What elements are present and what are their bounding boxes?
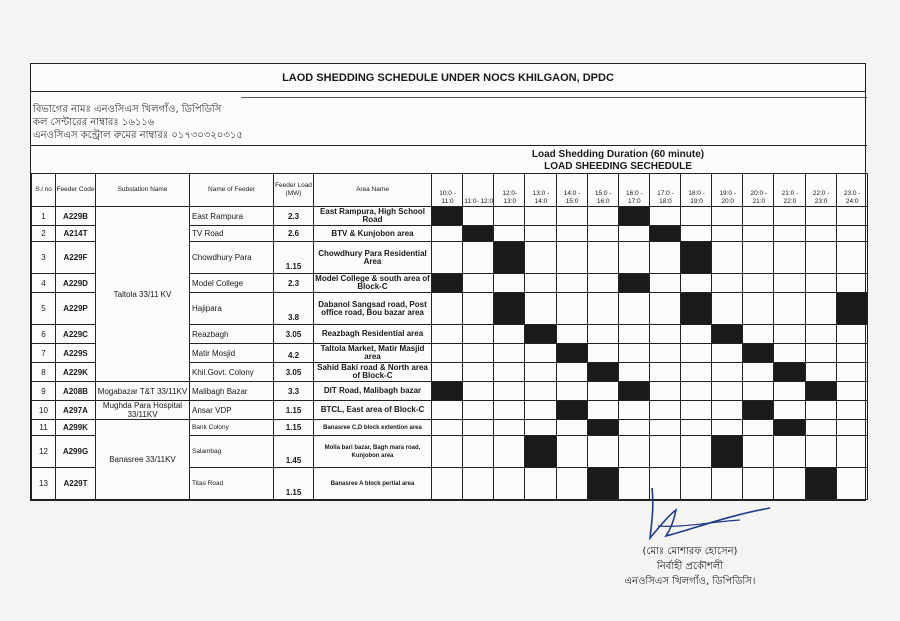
shedding-slot [525,242,556,274]
duration-header [369,149,867,173]
division-name: বিভাগের নামঃ এনওসিএস খিলগাঁও, ডিপিডিসি [33,104,222,115]
shedding-slot [712,344,743,363]
signature-text [600,544,780,589]
serial-number: 6 [32,325,56,344]
shedding-slot [556,325,587,344]
shedding-slot [805,242,836,274]
shedding-slot [587,401,618,420]
shedding-slot [432,226,463,242]
shedding-slot [774,293,805,325]
feeder-name: East Rampura [190,207,274,226]
shedding-slot [836,325,867,344]
schedule-sheet [30,63,866,501]
shedding-slot [463,468,494,500]
shedding-slot [463,274,494,293]
shedding-slot [587,436,618,468]
shedding-slot [432,401,463,420]
serial-number: 13 [32,468,56,500]
shedding-slot-active [618,207,649,226]
shedding-slot [681,344,712,363]
shedding-slot [836,226,867,242]
shedding-slot [618,325,649,344]
office-info [33,103,243,142]
shedding-slot [525,274,556,293]
shedding-slot [525,401,556,420]
shedding-slot [681,226,712,242]
shedding-slot-active [743,344,774,363]
shedding-slot [743,325,774,344]
col-load: Feeder Load (MW) [274,174,314,207]
shedding-slot-active [525,436,556,468]
shedding-slot [681,382,712,401]
time-slot-header: 17:0 - 18:0 [649,174,680,207]
feeder-load: 3.8 [274,293,314,325]
shedding-slot [432,363,463,382]
schedule-table [31,173,868,500]
shedding-slot [494,363,525,382]
feeder-code: A229T [56,468,96,500]
shedding-slot [649,274,680,293]
shedding-slot [805,420,836,436]
feeder-code: A214T [56,226,96,242]
shedding-slot [712,242,743,274]
feeder-code: A299G [56,436,96,468]
shedding-slot [556,274,587,293]
feeder-name: Titas Road [190,468,274,500]
table-header-row [32,174,868,207]
shedding-slot [494,207,525,226]
shedding-slot-active [556,401,587,420]
feeder-load: 1.15 [274,468,314,500]
feeder-code: A297A [56,401,96,420]
shedding-slot [743,436,774,468]
feeder-name: Model College [190,274,274,293]
shedding-slot [836,242,867,274]
shedding-slot-active [432,382,463,401]
serial-number: 1 [32,207,56,226]
shedding-slot [681,363,712,382]
shedding-slot [587,344,618,363]
feeder-name: Reazbagh [190,325,274,344]
feeder-code: A299K [56,420,96,436]
shedding-slot [649,363,680,382]
time-slot-header: 23:0 - 24:0 [836,174,867,207]
serial-number: 7 [32,344,56,363]
shedding-slot [556,226,587,242]
area-name: Model College & south area of Block-C [315,274,430,291]
time-slot-header: 18:0 - 19:0 [681,174,712,207]
shedding-slot [525,468,556,500]
time-slot-header: 16:0 - 17:0 [618,174,649,207]
shedding-slot [618,242,649,274]
shedding-slot [712,226,743,242]
shedding-slot [494,401,525,420]
feeder-load: 3.3 [274,382,314,401]
feeder-code: A229K [56,363,96,382]
shedding-slot [649,344,680,363]
shedding-slot-active [774,363,805,382]
serial-number: 3 [32,242,56,274]
area-name: Molla bari bazar, Bagh mara road, Kunjobon area [314,436,432,468]
serial-number: 2 [32,226,56,242]
shedding-slot-active [525,325,556,344]
feeder-name: Hajipara [190,293,274,325]
substation-name: Taltola 33/11 KV [96,207,190,382]
feeder-load: 4.2 [274,344,314,363]
area-name: BTV & Kunjobon area [314,226,432,242]
feeder-name: Ansar VDP [190,401,274,420]
feeder-code: A229P [56,293,96,325]
time-slot-header: 13:0 - 14:0 [525,174,556,207]
shedding-slot [712,293,743,325]
shedding-slot [836,401,867,420]
time-slot-header: 14:0 - 15:0 [556,174,587,207]
shedding-slot [525,293,556,325]
shedding-slot [649,401,680,420]
shedding-slot-active [432,207,463,226]
shedding-slot [618,420,649,436]
time-slot-header: 12:0- 13:0 [494,174,525,207]
area-name: Banasree A block pertial area [314,468,432,500]
shedding-slot-active [774,420,805,436]
schedule-body [32,207,868,500]
shedding-slot [587,274,618,293]
shedding-slot [525,207,556,226]
serial-number: 11 [32,420,56,436]
shedding-slot [463,207,494,226]
shedding-slot-active [836,293,867,325]
feeder-load: 2.3 [274,274,314,293]
shedding-slot-active [587,420,618,436]
shedding-slot [774,382,805,401]
shedding-slot [712,207,743,226]
shedding-slot [556,382,587,401]
feeder-code: A208B [56,382,96,401]
shedding-slot [743,226,774,242]
shedding-slot-active [587,468,618,500]
shedding-slot [556,436,587,468]
shedding-slot [805,363,836,382]
shedding-slot [805,226,836,242]
shedding-slot [805,344,836,363]
feeder-load: 1.15 [274,401,314,420]
shedding-slot [587,293,618,325]
shedding-slot-active [649,226,680,242]
serial-number: 9 [32,382,56,401]
shedding-slot [681,401,712,420]
shedding-slot-active [494,293,525,325]
col-code: Feeder Code [56,174,96,207]
feeder-code: A229F [56,242,96,274]
shedding-slot [774,401,805,420]
area-name: DIT Road, Malibagh bazar [314,382,432,401]
shedding-slot [432,420,463,436]
time-slot-header: 20:0 - 21:0 [743,174,774,207]
area-name: East Rampura, High School Road [314,207,432,226]
shedding-slot [743,274,774,293]
col-sl: S.l no [32,174,56,207]
shedding-slot [525,382,556,401]
feeder-load: 3.05 [274,363,314,382]
time-slot-header: 19:0 - 20:0 [712,174,743,207]
shedding-slot-active [712,325,743,344]
feeder-code: A229C [56,325,96,344]
shedding-slot [556,242,587,274]
feeder-name: Khil.Govt. Colony [190,363,274,382]
serial-number: 12 [32,436,56,468]
shedding-slot [649,242,680,274]
shedding-slot [618,401,649,420]
col-feeder: Name of Feeder [190,174,274,207]
feeder-name: Salambag [190,436,274,468]
info-divider [31,145,867,146]
shedding-slot [494,436,525,468]
feeder-name: Bank Colony [190,420,274,436]
shedding-slot [463,401,494,420]
shedding-slot [805,401,836,420]
feeder-name: TV Road [190,226,274,242]
shedding-slot [587,382,618,401]
shedding-slot [805,325,836,344]
shedding-slot [774,344,805,363]
shedding-slot [432,436,463,468]
shedding-slot [587,325,618,344]
shedding-slot [556,363,587,382]
shedding-slot [463,325,494,344]
shedding-slot [649,293,680,325]
signatory-office: এনওসিএস খিলগাঁও, ডিপিডিসি। [624,576,756,587]
shedding-slot [805,207,836,226]
signatory-designation: নির্বাহী প্রকৌশলী [656,561,724,572]
shedding-slot [525,420,556,436]
feeder-code: A229D [56,274,96,293]
shedding-slot [649,382,680,401]
feeder-load: 1.15 [274,420,314,436]
area-name: Reazbagh Residential area [314,325,432,344]
call-center-number: কল সেন্টারের নাম্বারঃ ১৬১১৬ [33,117,155,128]
shedding-slot-active [805,382,836,401]
substation-name: Mughda Para Hospital 33/11KV [96,401,190,420]
table-row [32,207,868,226]
shedding-slot [712,420,743,436]
shedding-slot [556,207,587,226]
shedding-slot [836,363,867,382]
table-row [32,382,868,401]
area-name: Dabanol Sangsad road, Post office road, Bou bazar area [314,293,432,325]
shedding-slot-active [743,401,774,420]
shedding-slot [774,207,805,226]
shedding-slot [681,436,712,468]
duration-title: Load Shedding Duration (60 minute) [531,149,705,160]
shedding-slot [649,436,680,468]
shedding-slot [836,382,867,401]
area-name: Chowdhury Para Residential Area [314,242,432,274]
shedding-slot [618,344,649,363]
area-name: Taltola Market, Matir Masjid area [314,344,432,363]
feeder-load: 1.15 [274,242,314,274]
shedding-slot-active [618,382,649,401]
shedding-slot [743,420,774,436]
signature-scribble [630,486,780,546]
shedding-slot [463,436,494,468]
shedding-slot-active [432,274,463,293]
shedding-slot-active [494,242,525,274]
shedding-slot [494,274,525,293]
shedding-slot-active [681,242,712,274]
shedding-slot [743,293,774,325]
shedding-slot [618,436,649,468]
shedding-slot [836,436,867,468]
shedding-slot [712,274,743,293]
time-slot-header: 10:0 - 11:0 [432,174,463,207]
shedding-slot [681,207,712,226]
shedding-slot [649,420,680,436]
serial-number: 5 [32,293,56,325]
shedding-slot-active [556,344,587,363]
shedding-slot [774,242,805,274]
shedding-slot [432,242,463,274]
feeder-load: 2.3 [274,207,314,226]
shedding-slot [432,468,463,500]
shedding-slot [494,226,525,242]
shedding-slot [525,344,556,363]
schedule-subtitle: LOAD SHEEDING SECHEDULE [544,161,692,172]
signatory-name: (মোঃ মোশারফ হোসেন) [642,546,738,557]
shedding-slot [525,363,556,382]
shedding-slot [463,363,494,382]
shedding-slot [836,468,867,500]
shedding-slot [743,382,774,401]
shedding-slot [494,468,525,500]
area-name: Banasree C,D block extention area [314,420,432,436]
serial-number: 10 [32,401,56,420]
shedding-slot-active [618,274,649,293]
control-room-number: এনওসিএস কন্ট্রোল রুমের নাম্বারঃ ০১৭৩০৩২০৩১৫ [33,130,243,141]
time-slot-header: 21:0 - 22:0 [774,174,805,207]
serial-number: 8 [32,363,56,382]
serial-number: 4 [32,274,56,293]
feeder-load: 2.6 [274,226,314,242]
shedding-slot [587,226,618,242]
feeder-load: 1.45 [274,436,314,468]
time-slot-header: 22:0 - 23:0 [805,174,836,207]
shedding-slot-active [587,363,618,382]
shedding-slot-active [712,436,743,468]
time-slot-header: 11:0- 12:0 [463,174,494,207]
shedding-slot [681,325,712,344]
table-row [32,420,868,436]
col-area: Area Name [314,174,432,207]
substation-name: Mogabazar T&T 33/11KV [96,382,190,401]
shedding-slot [432,325,463,344]
shedding-slot-active [463,226,494,242]
shedding-slot-active [805,468,836,500]
area-name: Sahid Baki road & North area of Block-C [314,363,432,382]
shedding-slot [836,207,867,226]
shedding-slot [556,293,587,325]
shedding-slot [463,293,494,325]
col-substation: Substation Name [96,174,190,207]
shedding-slot [618,226,649,242]
shedding-slot [836,420,867,436]
shedding-slot [556,468,587,500]
shedding-slot [712,363,743,382]
shedding-slot [743,207,774,226]
title-underline-right [389,97,867,98]
shedding-slot [463,382,494,401]
shedding-slot [774,226,805,242]
shedding-slot [494,382,525,401]
shedding-slot [649,207,680,226]
feeder-name: Matir Mosjid [190,344,274,363]
shedding-slot [712,382,743,401]
shedding-slot [774,436,805,468]
shedding-slot [618,363,649,382]
shedding-slot [712,401,743,420]
shedding-slot [836,274,867,293]
feeder-name: Malibagh Bazar [190,382,274,401]
substation-name: Banasree 33/11KV [96,420,190,500]
shedding-slot [743,242,774,274]
time-slot-header: 15:0 - 16:0 [587,174,618,207]
title-underline-left [241,97,396,98]
feeder-name: Chowdhury Para [190,242,274,274]
feeder-code: A229S [56,344,96,363]
feeder-code: A229B [56,207,96,226]
shedding-slot [587,207,618,226]
area-name: BTCL, East area of Block-C [314,401,432,420]
shedding-slot [805,436,836,468]
shedding-slot [525,226,556,242]
shedding-slot-active [681,293,712,325]
shedding-slot [649,325,680,344]
shedding-slot [432,293,463,325]
shedding-slot [587,242,618,274]
shedding-slot [463,242,494,274]
shedding-slot [774,325,805,344]
table-row [32,401,868,420]
shedding-slot [805,274,836,293]
shedding-slot [432,344,463,363]
shedding-slot [556,420,587,436]
feeder-load: 3.05 [274,325,314,344]
shedding-slot [681,420,712,436]
shedding-slot [463,420,494,436]
shedding-slot [618,293,649,325]
schedule-title: LAOD SHEDDING SCHEDULE UNDER NOCS KHILGAON, DPDC [31,64,865,92]
shedding-slot [743,363,774,382]
shedding-slot [494,344,525,363]
shedding-slot [774,274,805,293]
shedding-slot [836,344,867,363]
shedding-slot [681,274,712,293]
shedding-slot [494,325,525,344]
shedding-slot [494,420,525,436]
shedding-slot [463,344,494,363]
shedding-slot [805,293,836,325]
